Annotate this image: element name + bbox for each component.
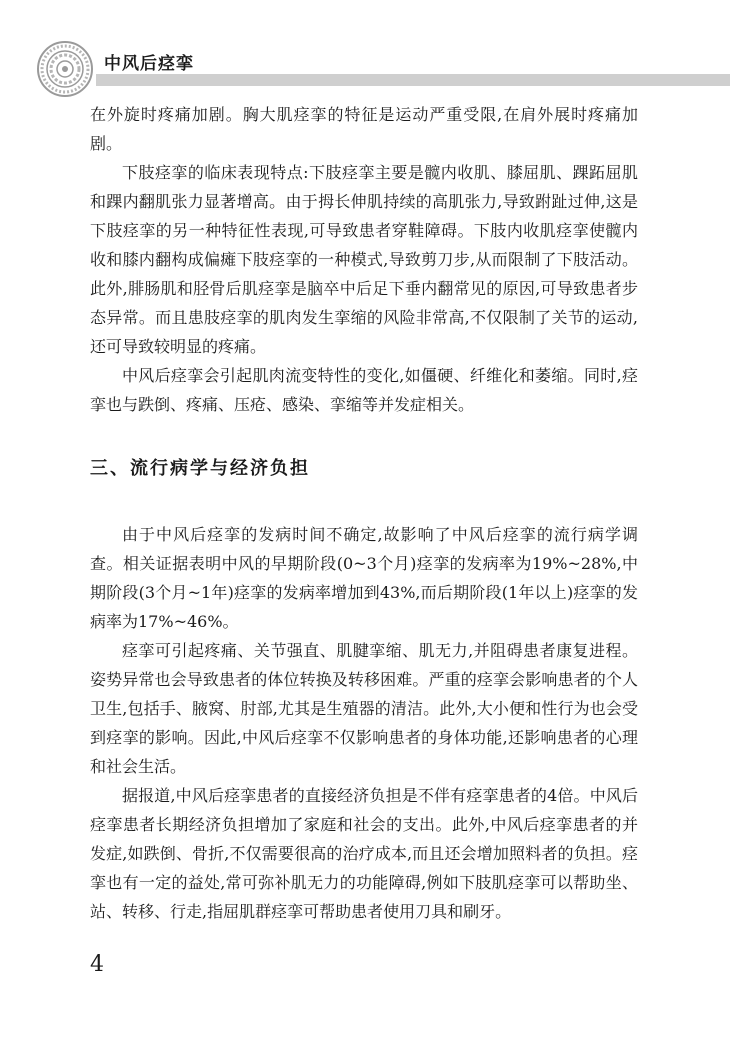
header-bar	[96, 74, 730, 86]
section-heading: 三、流行病学与经济负担	[90, 458, 310, 479]
ornamental-rosette-icon	[36, 40, 94, 98]
running-header-title: 中风后痉挛	[104, 54, 194, 74]
body-paragraph: 由于中风后痉挛的发病时间不确定,故影响了中风后痉挛的流行病学调查。相关证据表明中风的早期阶段(0~3个月)痉挛的发病率为19%~28%,中期阶段(3个月~1年)痉挛的发病率增加到43%,而后期阶段(1年以上)痉挛的发病率为17%~46%。	[90, 525, 638, 631]
body-paragraph: 痉挛可引起疼痛、关节强直、肌腱挛缩、肌无力,并阻碍患者康复进程。姿势异常也会导致患者的体位转换及转移困难。严重的痉挛会影响患者的个人卫生,包括手、腋窝、肘部,尤其是生殖器的清洁。此外,大小便和性行为也会受到痉挛的影响。因此,中风后痉挛不仅影响患者的身体功能,还影响患者的心理和社会生活。	[90, 641, 638, 776]
body-paragraph: 下肢痉挛的临床表现特点:下肢痉挛主要是髋内收肌、膝屈肌、踝跖屈肌和踝内翻肌张力显著增高。由于拇长伸肌持续的高肌张力,导致跗趾过伸,这是下肢痉挛的另一种特征性表现,可导致患者穿鞋障碍。下肢内收肌痉挛使髋内收和膝内翻构成偏瘫下肢痉挛的一种模式,导致剪刀步,从而限制了下肢活动。此外,腓肠肌和胫骨后肌痉挛是脑卒中后足下垂内翻常见的原因,可导致患者步态异常。而且患肢痉挛的肌肉发生挛缩的风险非常高,不仅限制了关节的运动,还可导致较明显的疼痛。	[90, 163, 638, 356]
body-paragraph: 中风后痉挛会引起肌肉流变特性的变化,如僵硬、纤维化和萎缩。同时,痉挛也与跌倒、疼痛、压疮、感染、挛缩等并发症相关。	[90, 366, 638, 414]
page-body	[90, 100, 638, 926]
page-number: 4	[90, 952, 104, 977]
body-paragraph: 在外旋时疼痛加剧。胸大肌痉挛的特征是运动严重受限,在肩外展时疼痛加剧。	[90, 105, 638, 153]
page-header	[0, 0, 730, 100]
body-paragraph: 据报道,中风后痉挛患者的直接经济负担是不伴有痉挛患者的4倍。中风后痉挛患者长期经济负担增加了家庭和社会的支出。此外,中风后痉挛患者的并发症,如跌倒、骨折,不仅需要很高的治疗成本,而且还会增加照料者的负担。痉挛也有一定的益处,常可弥补肌无力的功能障碍,例如下肢肌痉挛可以帮助坐、站、转移、行走,指屈肌群痉挛可帮助患者使用刀具和刷牙。	[90, 786, 638, 921]
